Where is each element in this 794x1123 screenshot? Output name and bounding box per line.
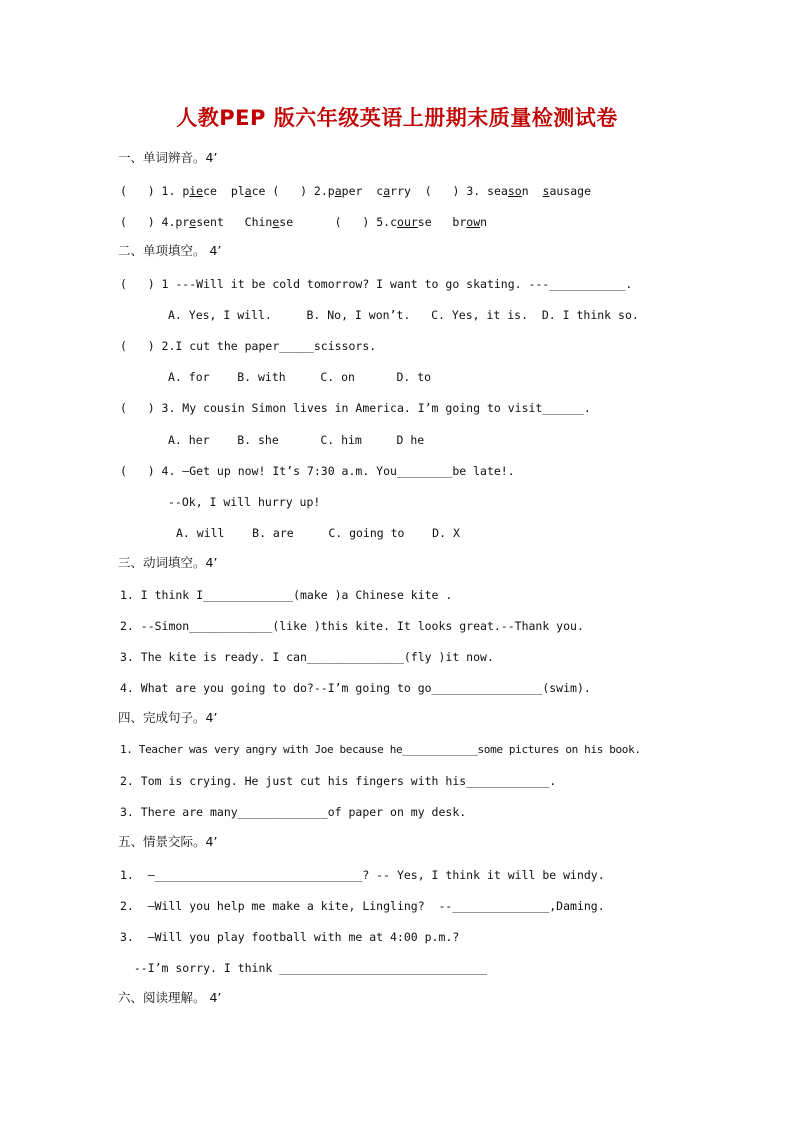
section-4-heading: 四、完成句子。4’ (118, 710, 218, 725)
text: pl (230, 184, 245, 198)
underlined-sound: e (272, 215, 280, 229)
s1-question-row-2 (120, 214, 487, 230)
s2-question-2: ( ) 2.I cut the paper_____scissors. (120, 339, 377, 353)
s3-item: 1. I think I_____________(make )a Chinese kite . (120, 588, 453, 602)
section-3-heading: 三、动词填空。4’ (118, 555, 218, 570)
section-6-heading: 六、阅读理解。 4’ (118, 990, 222, 1005)
text: se (417, 215, 453, 229)
page-title: 人教PEP 版六年级英语上册期末质量检测试卷 (176, 106, 618, 130)
text: n (480, 215, 488, 229)
underlined-sound: s (542, 184, 550, 198)
text: sea (487, 184, 508, 198)
text: ausage (549, 184, 591, 198)
s2-question-4: ( ) 4. –Get up now! It’s 7:30 a.m. You________be late!. (120, 464, 515, 478)
section-2-heading: 二、单项填空。 4’ (118, 243, 222, 258)
section-5-heading: 五、情景交际。4’ (118, 834, 218, 849)
s3-item: 3. The kite is ready. I can______________(fly )it now. (120, 650, 494, 664)
s5-item: 3. –Will you play football with me at 4:00 p.m.? (120, 930, 460, 944)
text: ce ( ) 2. (251, 184, 328, 198)
underlined-sound: a (334, 184, 342, 198)
s5-item: 1. –______________________________? -- Yes, I think it will be windy. (120, 868, 605, 882)
s2-question-4-reply: --Ok, I will hurry up! (168, 495, 321, 509)
underlined-sound: a (383, 184, 391, 198)
s4-item: 1. Teacher was very angry with Joe because he____________some pictures on his book. (120, 743, 641, 756)
underlined-sound: ow (466, 215, 481, 229)
s3-item: 2. --Simon____________(like )this kite. It looks great.--Thank you. (120, 619, 584, 633)
s5-item: 2. –Will you help me make a kite, Lingling? --______________,Daming. (120, 899, 605, 913)
s2-question-2-options: A. for B. with C. on D. to (168, 370, 432, 384)
text: c (376, 184, 384, 198)
text: br (452, 215, 467, 229)
underlined-sound: a (244, 184, 252, 198)
text: sent (196, 215, 245, 229)
text: ( ) 1. (120, 184, 183, 198)
section-1-heading: 一、单词辨音。4’ (118, 150, 218, 165)
text: Chin (244, 215, 273, 229)
text: se ( ) 5. (279, 215, 391, 229)
underlined-sound: ie (189, 184, 204, 198)
s2-question-4-options: A. will B. are C. going to D. X (176, 526, 460, 540)
s4-item: 3. There are many_____________of paper on my desk. (120, 805, 467, 819)
text: ( ) 4.pr (120, 215, 190, 229)
s2-question-1-options: A. Yes, I will. B. No, I won’t. C. Yes, it is. D. I think so. (168, 308, 639, 322)
text: n (521, 184, 543, 198)
s2-question-3-options: A. her B. she C. him D he (168, 433, 425, 447)
underlined-sound: our (397, 215, 418, 229)
s1-question-row-1 (120, 183, 591, 199)
text: ce (203, 184, 231, 198)
s2-question-1: ( ) 1 ---Will it be cold tomorrow? I want to go skating. ---___________. (120, 277, 633, 291)
text: p (182, 184, 190, 198)
s3-item: 4. What are you going to do?--I’m going to go________________(swim). (120, 681, 591, 695)
underlined-sound: e (189, 215, 197, 229)
text: per (341, 184, 377, 198)
text: rry ( ) 3. (390, 184, 488, 198)
underlined-sound: so (507, 184, 522, 198)
s4-item: 2. Tom is crying. He just cut his fingers with his____________. (120, 774, 557, 788)
text: p (327, 184, 335, 198)
s5-item: --I’m sorry. I think ______________________________ (120, 961, 487, 975)
text: c (390, 215, 398, 229)
s2-question-3: ( ) 3. My cousin Simon lives in America. I’m going to visit______. (120, 401, 591, 415)
